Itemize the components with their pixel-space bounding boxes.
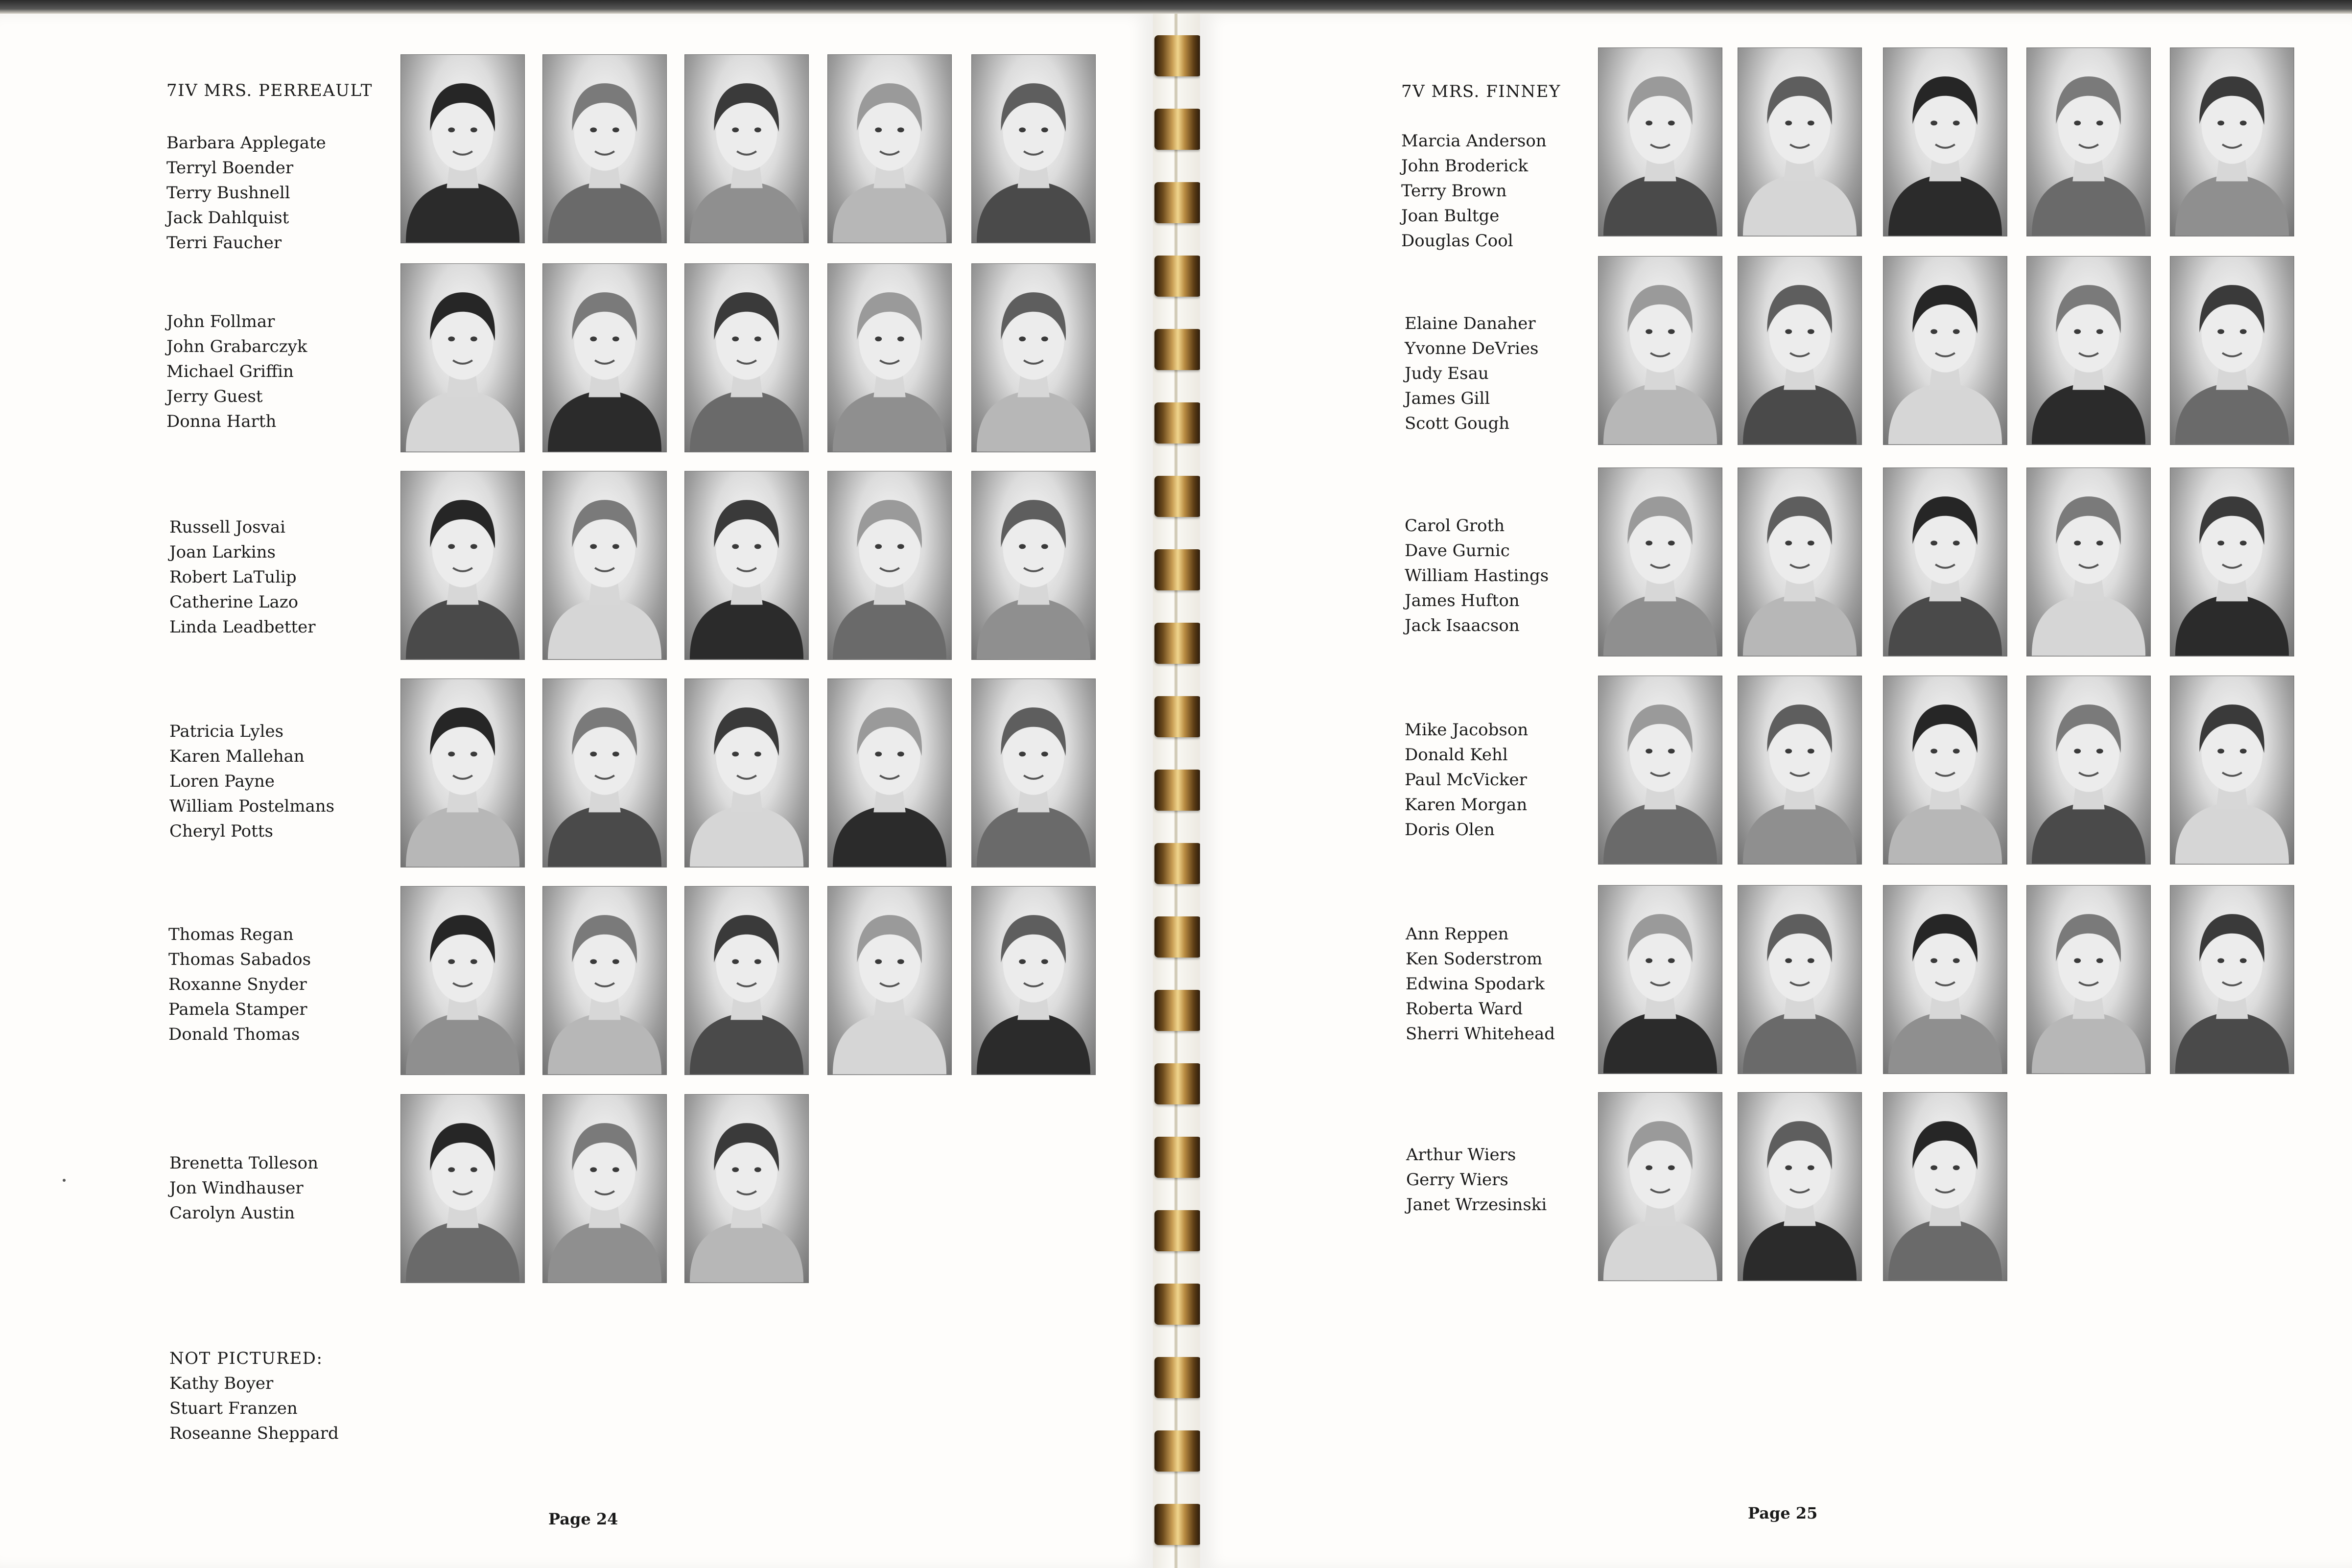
student-name: Jerry Guest [166,387,263,406]
binding-ring-icon [1154,770,1201,811]
portrait-photo-icon [684,54,809,243]
portrait-photo-icon [1738,676,1862,865]
portrait-silhouette-icon [1599,886,1722,1074]
student-name: Donald Kehl [1405,745,1508,765]
left-name-block-6 [169,1151,414,1226]
student-name: Janet Wrzesinski [1406,1195,1547,1215]
binding-ring-icon [1154,256,1201,297]
binding-ring-icon [1154,35,1201,76]
student-name: Dave Gurnic [1405,541,1510,561]
portrait-silhouette-icon [1738,1093,1861,1281]
portrait-silhouette-icon [1738,676,1861,864]
portrait-photo-icon [971,471,1096,660]
student-name: Karen Morgan [1405,795,1528,815]
student-name: Karen Mallehan [169,747,305,766]
portrait-photo-icon [971,886,1096,1075]
binding-ring-icon [1154,1284,1201,1325]
student-name: Terry Bushnell [166,183,290,203]
portrait-silhouette-icon [2027,676,2150,864]
student-name: Gerry Wiers [1406,1170,1508,1190]
portrait-photo-icon [1883,47,2007,236]
portrait-photo-icon [2170,256,2294,445]
portrait-photo-icon [1598,676,1722,865]
left-class-title: 7IV MRS. PERREAULT [166,81,373,100]
student-name: Ken Soderstrom [1406,949,1543,969]
portrait-silhouette-icon [543,1095,666,1283]
student-name: Roberta Ward [1406,999,1523,1019]
portrait-photo-icon [542,679,667,867]
student-name: William Postelmans [169,796,335,816]
student-name: Carolyn Austin [169,1203,295,1223]
portrait-silhouette-icon [972,471,1095,659]
student-name: John Follmar [166,312,275,331]
portrait-silhouette-icon [2170,257,2294,445]
student-name: Terri Faucher [166,233,282,253]
portrait-photo-icon [1598,47,1722,236]
portrait-photo-icon [542,471,667,660]
student-name: Catherine Lazo [169,592,299,612]
portrait-photo-icon [827,886,952,1075]
portrait-silhouette-icon [685,679,808,867]
portrait-silhouette-icon [1599,676,1722,864]
portrait-photo-icon [971,54,1096,243]
portrait-silhouette-icon [2027,468,2150,656]
portrait-photo-icon [1883,676,2007,865]
portrait-photo-icon [400,1094,525,1283]
portrait-silhouette-icon [1599,1093,1722,1281]
binding-ring-icon [1154,1504,1201,1545]
student-name: Stuart Franzen [169,1399,298,1418]
portrait-silhouette-icon [972,887,1095,1075]
portrait-photo-icon [1738,47,1862,236]
left-name-block-5 [168,922,413,1047]
student-name: Robert LaTulip [169,567,297,587]
student-name: Michael Griffin [166,362,294,381]
portrait-photo-icon [400,679,525,867]
student-name: John Grabarczyk [166,337,307,356]
portrait-silhouette-icon [2027,886,2150,1074]
portrait-silhouette-icon [1599,48,1722,236]
portrait-photo-icon [542,1094,667,1283]
portrait-silhouette-icon [2027,257,2150,445]
portrait-photo-icon [2170,47,2294,236]
top-edge [0,0,2352,14]
binding-ring-icon [1154,696,1201,737]
student-name: Kathy Boyer [169,1374,274,1393]
binding-ring-icon [1154,182,1201,223]
left-name-block-1 [166,131,411,256]
portrait-silhouette-icon [1738,48,1861,236]
student-name: Cheryl Potts [169,821,273,841]
binding-ring-icon [1154,623,1201,664]
portrait-silhouette-icon [401,471,524,659]
binding-ring-icon [1154,990,1201,1031]
student-name: Pamela Stamper [168,1000,307,1019]
paper-speck [63,1179,66,1182]
portrait-photo-icon [2026,468,2151,656]
portrait-silhouette-icon [1883,257,2007,445]
student-name: Joan Bultge [1401,206,1500,226]
portrait-photo-icon [971,263,1096,452]
portrait-silhouette-icon [972,264,1095,452]
binding-ring-icon [1154,916,1201,958]
binding-ring-icon [1154,1430,1201,1472]
binding-ring-icon [1154,1210,1201,1251]
portrait-silhouette-icon [1883,676,2007,864]
portrait-photo-icon [684,679,809,867]
portrait-silhouette-icon [2170,48,2294,236]
not-pictured-label: NOT PICTURED: [169,1349,323,1368]
student-name: Donna Harth [166,412,277,431]
portrait-photo-icon [1883,1092,2007,1281]
portrait-silhouette-icon [972,55,1095,243]
portrait-silhouette-icon [828,471,951,659]
spiral-binding [1153,14,1200,1568]
student-name: Donald Thomas [168,1025,300,1044]
portrait-photo-icon [1738,885,1862,1074]
portrait-photo-icon [971,679,1096,867]
portrait-silhouette-icon [2027,48,2150,236]
portrait-silhouette-icon [1738,257,1861,445]
portrait-silhouette-icon [1738,886,1861,1074]
portrait-silhouette-icon [401,887,524,1075]
binding-ring-icon [1154,549,1201,590]
portrait-photo-icon [400,263,525,452]
portrait-photo-icon [400,471,525,660]
student-name: Arthur Wiers [1406,1145,1516,1165]
portrait-photo-icon [2026,676,2151,865]
binding-ring-icon [1154,1357,1201,1398]
portrait-photo-icon [2026,885,2151,1074]
portrait-photo-icon [827,54,952,243]
portrait-photo-icon [542,886,667,1075]
portrait-silhouette-icon [685,1095,808,1283]
portrait-photo-icon [542,54,667,243]
left-name-block-3 [169,515,414,640]
student-name: Terryl Boender [166,158,294,178]
portrait-photo-icon [827,263,952,452]
portrait-silhouette-icon [1883,468,2007,656]
portrait-photo-icon [1738,468,1862,656]
student-name: James Gill [1405,389,1490,408]
student-name: Yvonne DeVries [1405,339,1539,358]
portrait-photo-icon [2170,468,2294,656]
portrait-photo-icon [684,1094,809,1283]
portrait-photo-icon [1738,1092,1862,1281]
portrait-photo-icon [400,54,525,243]
binding-ring-icon [1154,402,1201,444]
portrait-photo-icon [1883,885,2007,1074]
portrait-photo-icon [827,679,952,867]
portrait-silhouette-icon [1883,1093,2007,1281]
student-name: Loren Payne [169,772,275,791]
portrait-photo-icon [1598,885,1722,1074]
portrait-photo-icon [542,263,667,452]
portrait-silhouette-icon [543,55,666,243]
student-name: Doris Olen [1405,820,1495,840]
portrait-silhouette-icon [685,887,808,1075]
student-name: Patricia Lyles [169,722,284,741]
portrait-silhouette-icon [1883,886,2007,1074]
portrait-silhouette-icon [543,679,666,867]
portrait-silhouette-icon [1883,48,2007,236]
portrait-silhouette-icon [1599,468,1722,656]
not-pictured-block [169,1346,414,1446]
student-name: Ann Reppen [1406,924,1509,944]
portrait-silhouette-icon [1738,468,1861,656]
left-name-block-2 [166,309,411,434]
binding-ring-icon [1154,476,1201,517]
portrait-silhouette-icon [543,887,666,1075]
binding-ring-icon [1154,1063,1201,1104]
left-name-block-4 [169,719,414,844]
student-name: Elaine Danaher [1405,314,1536,333]
portrait-silhouette-icon [685,55,808,243]
binding-ring-icon [1154,329,1201,370]
right-class-title: 7V MRS. FINNEY [1401,82,1561,101]
portrait-silhouette-icon [401,1095,524,1283]
portrait-photo-icon [684,471,809,660]
student-name: Thomas Sabados [168,950,311,969]
portrait-photo-icon [1883,256,2007,445]
portrait-silhouette-icon [2170,468,2294,656]
portrait-photo-icon [684,263,809,452]
student-name: Jack Dahlquist [166,208,289,228]
portrait-silhouette-icon [828,679,951,867]
portrait-silhouette-icon [401,55,524,243]
student-name: James Hufton [1405,591,1520,610]
student-name: Terry Brown [1401,181,1507,201]
binding-ring-icon [1154,109,1201,150]
student-name: Thomas Regan [168,925,294,944]
student-name: Marcia Anderson [1401,131,1547,151]
portrait-silhouette-icon [401,264,524,452]
portrait-photo-icon [1738,256,1862,445]
student-name: Mike Jacobson [1405,720,1529,740]
portrait-silhouette-icon [2170,886,2294,1074]
portrait-silhouette-icon [2170,676,2294,864]
student-name: Roseanne Sheppard [169,1424,339,1443]
student-name: Joan Larkins [169,542,276,562]
student-name: Barbara Applegate [166,133,326,153]
page-number-left: Page 24 [548,1510,618,1528]
student-name: Roxanne Snyder [168,975,307,994]
student-name: Judy Esau [1405,364,1489,383]
portrait-photo-icon [2170,676,2294,865]
binding-ring-icon [1154,1137,1201,1178]
portrait-silhouette-icon [401,679,524,867]
portrait-photo-icon [684,886,809,1075]
student-name: Scott Gough [1405,414,1510,433]
student-name: John Broderick [1401,156,1529,176]
portrait-photo-icon [1598,256,1722,445]
page-number-right: Page 25 [1748,1504,1818,1522]
student-name: Douglas Cool [1401,231,1513,251]
binding-ring-icon [1154,843,1201,884]
portrait-photo-icon [827,471,952,660]
portrait-photo-icon [2170,885,2294,1074]
portrait-photo-icon [1598,1092,1722,1281]
portrait-silhouette-icon [972,679,1095,867]
student-name: Edwina Spodark [1406,974,1545,994]
portrait-silhouette-icon [685,264,808,452]
portrait-silhouette-icon [685,471,808,659]
student-name: Carol Groth [1405,516,1505,536]
student-name: Linda Leadbetter [169,617,316,637]
student-name: Brenetta Tolleson [169,1153,318,1173]
student-name: Jon Windhauser [169,1178,304,1198]
portrait-silhouette-icon [828,887,951,1075]
portrait-silhouette-icon [828,264,951,452]
portrait-photo-icon [1883,468,2007,656]
student-name: William Hastings [1405,566,1549,585]
student-name: Paul McVicker [1405,770,1527,790]
portrait-photo-icon [400,886,525,1075]
portrait-silhouette-icon [543,264,666,452]
portrait-silhouette-icon [543,471,666,659]
portrait-silhouette-icon [828,55,951,243]
student-name: Sherri Whitehead [1406,1024,1555,1044]
portrait-silhouette-icon [1599,257,1722,445]
portrait-photo-icon [2026,256,2151,445]
student-name: Russell Josvai [169,517,285,537]
portrait-photo-icon [1598,468,1722,656]
portrait-photo-icon [2026,47,2151,236]
student-name: Jack Isaacson [1405,616,1520,635]
